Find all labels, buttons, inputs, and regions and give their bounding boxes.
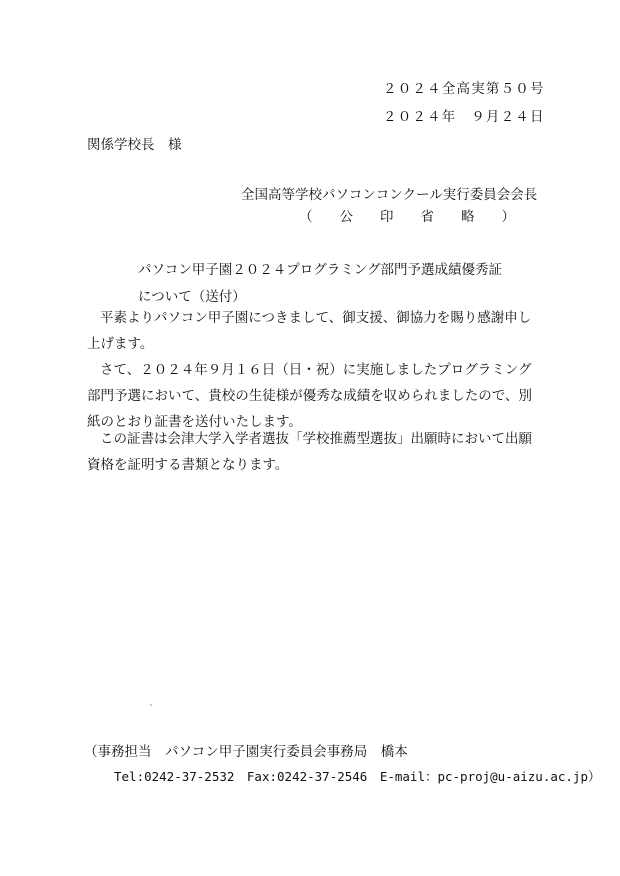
subject-line-1: パソコン甲子園２０２４プログラミング部門予選成績優秀証 (138, 262, 502, 278)
contact-details: Tel:0242-37-2532 Fax:0242-37-2546 E-mail：pc-proj@u-aizu.ac.jp） (114, 769, 601, 784)
body-paragraph-greeting: 平素よりパソコン甲子園につきまして、御支援、御協力を賜り感謝申し上げます。 (87, 310, 532, 352)
body-paragraph-certificate-use: この証書は会津大学入学者選抜「学校推薦型選抜」出願時において出願資格を証明する書類となります。 (87, 431, 532, 473)
scan-speck (150, 704, 152, 706)
contact-office: （事務担当 パソコン甲子園実行委員会事務局 橋本 (84, 744, 408, 760)
sender-title: 全国高等学校パソコンコンクール実行委員会会長 (241, 187, 538, 203)
body-paragraph-notice: さて、２０２４年９月１６日（日・祝）に実施しましたプログラミング部門予選において、貴校の生徒様が優秀な成績を収められましたので、別紙のとおり証書を送付いたします。 (87, 362, 532, 430)
document-number: ２０２４全高実第５０号 (383, 81, 545, 97)
subject-line-2: について（送付） (138, 289, 246, 305)
addressee: 関係学校長 様 (87, 137, 182, 153)
seal-omitted-note: （ 公 印 省 略 ） (299, 209, 515, 225)
document-date: ２０２４年 ９月２４日 (383, 109, 545, 125)
